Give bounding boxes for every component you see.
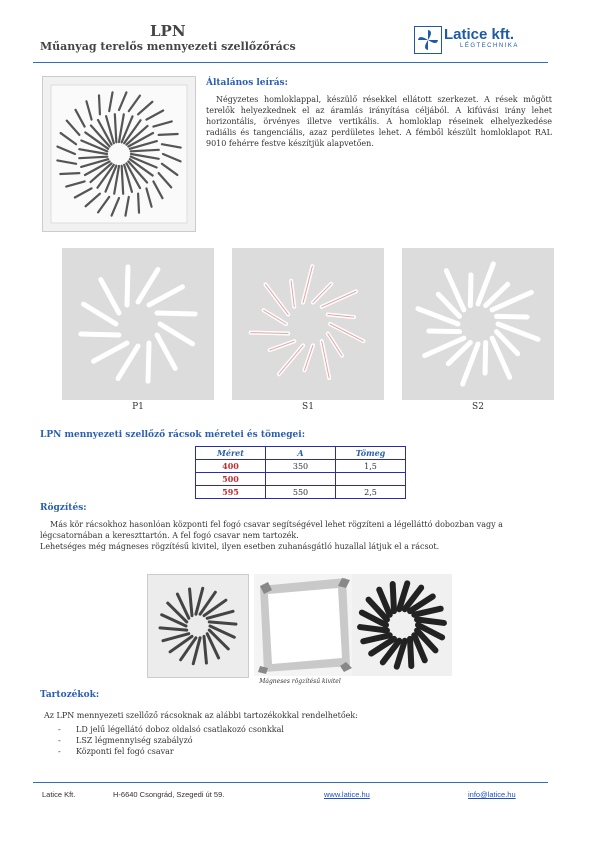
grille-slot: [429, 331, 460, 332]
accessories-intro: Az LPN mennyezeti szellőző rácsoknak az alábbi tartozékokkal rendelhetőek:: [44, 711, 358, 720]
grille-slot: [414, 609, 440, 615]
footer-web-link[interactable]: www.latice.hu: [324, 790, 370, 799]
accessories-heading: Tartozékok:: [40, 690, 100, 700]
product-photo: [42, 76, 196, 232]
grille-slot: [101, 280, 119, 313]
grille-slot: [322, 291, 356, 306]
grille-slot: [138, 270, 158, 302]
grille-slot: [157, 335, 175, 368]
col-header: A: [266, 447, 336, 460]
grille-slot: [60, 173, 79, 174]
table-row: [196, 460, 406, 473]
grille-slot: [266, 285, 289, 315]
grille-slot: [94, 343, 127, 361]
list-item: - LSZ légmennyiség szabályzó: [62, 735, 284, 746]
grille-slot: [330, 324, 363, 341]
grille-slot: [363, 635, 389, 641]
table-header-row: [196, 447, 406, 460]
footer-email-link[interactable]: info@latice.hu: [468, 790, 516, 799]
weight-cell: 2,5: [336, 486, 406, 499]
header-divider: [33, 62, 548, 63]
table-row: [196, 486, 406, 499]
dimension-cell: 550: [266, 486, 336, 499]
grille-slot: [149, 287, 182, 305]
grille-slot: [160, 628, 187, 630]
description-heading: Általános leírás:: [206, 78, 288, 88]
dimension-cell: [266, 473, 336, 486]
mounting-paragraph-1: Más kör rácsokhoz hasonlóan központi fel fogó csavar segítségével lehet rögzíteni a légelláttó dobozban vagy a légcsatornában a kereszttartón. A fel fogó csavar nem tartozék.: [40, 520, 503, 540]
grille-slot: [417, 620, 444, 623]
dimension-cell: 350: [266, 460, 336, 473]
magnetic-back-photo: [352, 574, 452, 676]
sizes-table: [195, 446, 406, 499]
page-subtitle: Műanyag terelős mennyezeti szellőzőrács: [40, 40, 296, 53]
grille-slot: [148, 343, 149, 381]
variant-s1-label: S1: [302, 402, 314, 412]
frame-icon: [254, 574, 354, 676]
page-title: LPN: [150, 22, 186, 40]
variant-p1-label: P1: [132, 402, 144, 412]
grille-slot: [328, 334, 342, 356]
accessories-list: [62, 724, 284, 757]
weight-cell: 1,5: [336, 460, 406, 473]
grille-slot: [122, 166, 123, 194]
grille-slot: [190, 589, 192, 616]
variant-s1-image: [232, 248, 384, 400]
grille-slot: [209, 622, 236, 624]
grille-slot: [470, 275, 471, 306]
grille-slot: [131, 150, 159, 151]
variant-p1-image: [62, 248, 214, 400]
grille-slot: [204, 636, 206, 663]
size-cell: 400: [196, 460, 266, 473]
grille-slot: [485, 342, 486, 373]
grille-slot: [99, 95, 100, 114]
size-cell: 500: [196, 473, 266, 486]
grille-slot: [304, 345, 312, 370]
grille-slot: [410, 639, 411, 666]
logo-tagline: LÉGTECHNIKA: [460, 43, 519, 49]
list-item: - LD jelű légellátó doboz oldalsó csatlakozó csonkkal: [62, 724, 284, 735]
grille-slot: [322, 341, 329, 378]
weight-cell: [336, 473, 406, 486]
grille-slot: [118, 346, 138, 378]
grille-slot: [160, 324, 192, 344]
grille-slot: [157, 313, 195, 314]
variant-s2-label: S2: [472, 402, 484, 412]
grille-slot: [115, 114, 116, 142]
grille-slot: [393, 584, 394, 611]
grille-slot: [496, 316, 527, 317]
sizes-heading: LPN mennyezeti szellőző rácsok méretei és tömegei:: [40, 430, 306, 440]
grille-slot: [84, 304, 116, 324]
magnetic-grille-photo: [147, 574, 249, 678]
mounting-paragraph-2: Lehetséges még mágneses rögzítésű kivitel, ilyen esetben zuhanásgátló huzallal látjuk el a rácsot.: [40, 542, 440, 551]
magnetic-frame-photo: [254, 574, 354, 676]
grille-slot: [279, 345, 303, 374]
company-logo: [414, 26, 548, 54]
mounting-text: [40, 519, 552, 552]
grille-slot: [127, 267, 128, 305]
col-header: Méret: [196, 447, 266, 460]
mounting-heading: Rögzítés:: [40, 503, 87, 513]
grille-slot: [270, 341, 295, 350]
col-header: Tömeg: [336, 447, 406, 460]
grille-slot: [360, 627, 387, 630]
grille-slot: [264, 310, 286, 324]
description-text: Négyzetes homloklappal, készülő résekkel ellátott szerkezet. A rések mögött terelők helyezkednek el az áramlás irányítása céljából. A kifúvási irány lehet horizontális, örvényes illetve vertikális. A homloklap réseinek elhelyezkedése radiális és tangenciális, azaz perdületes lehet. A fémből készült homloklapot RAL 9010 fehérre festve készítjük alapvetően.: [206, 95, 552, 148]
footer-address: H-6640 Csongrád, Szegedi út 59.: [113, 790, 225, 799]
logo-brand: Latice kft.: [444, 26, 515, 43]
size-cell: 595: [196, 486, 266, 499]
footer-divider: [33, 782, 548, 783]
grille-slot: [159, 134, 178, 135]
grille-slot: [81, 334, 119, 335]
list-item: - Központi fel fogó csavar: [62, 746, 284, 757]
fan-logo-icon: [414, 26, 442, 54]
grille-slot: [303, 266, 312, 302]
grille-slot: [138, 194, 139, 213]
variant-s2-image: [402, 248, 554, 400]
magnetic-caption: Mágneses rögzítésű kivitel: [259, 678, 341, 685]
grille-slot: [313, 284, 331, 303]
grille-slot: [79, 157, 107, 158]
footer-company: Latice Kft.: [42, 790, 76, 799]
table-row: [196, 473, 406, 486]
